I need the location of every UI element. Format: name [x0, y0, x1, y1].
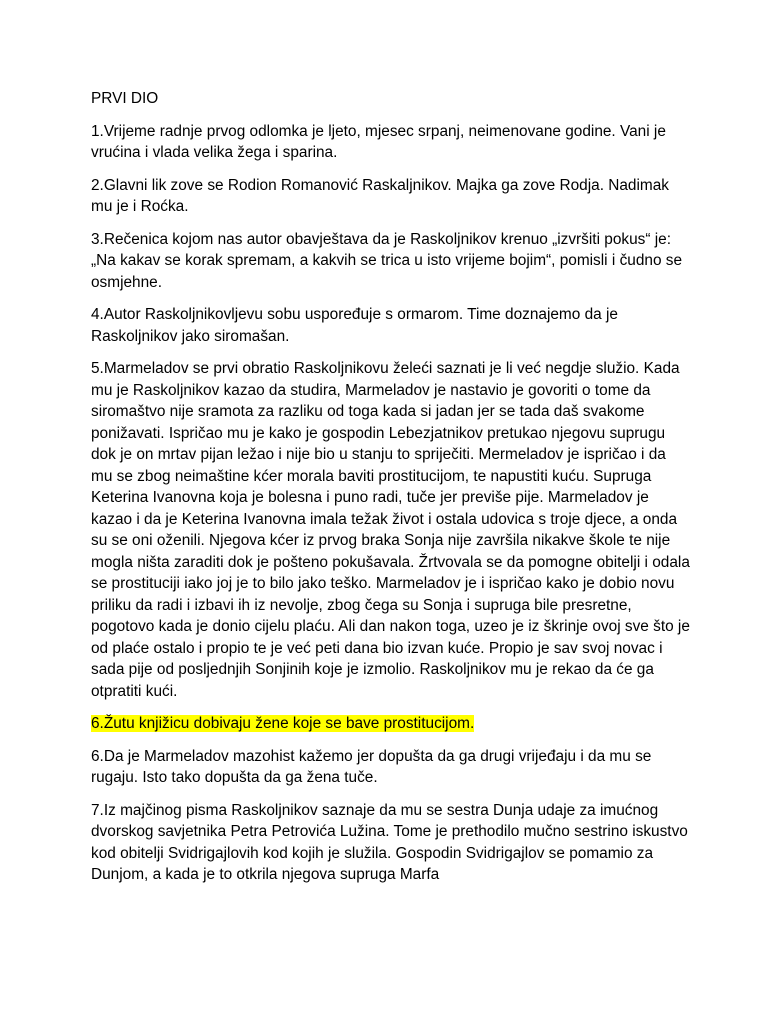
paragraph-5-text: 5.Marmeladov se prvi obratio Raskoljnikovu želeći saznati je li već negdje služio. Kada mu je Raskoljnikov kazao da studira, Marmeladov je nastavio je govoriti o tome da siromaštvo nije sramota za razliku od toga kada si jadan jer se tada daš svakome ponižavati. Ispričao mu je kako je gospodin Lebezjatnikov pretukao njegovu suprugu dok je on mrtav pijan ležao i nije bio u stanju to spriječiti. Mermeladov je ispričao i da mu se zbog neimaštine kćer morala baviti prostitucijom, te napustiti kuću. Supruga Keterina Ivanovna koja je bolesna i puno radi, tuče jer previše pije. Marmeladov je kazao i da je Keterina Ivanovna imala težak život i ostala udovica s troje djece, a onda su se oni oženili. Njegova kćer iz prvog braka Sonja nije završila nikakve škole te nije mogla ništa zaraditi dok je pošteno pokušavala. Žrtvovala se da pomogne obitelji i odala se prostituciji iako joj je to bilo jako teško. Marmeladov je i ispričao kako je dobio novu priliku da radi i izbavi ih iz nevolje, zbog čega su Sonja i supruga bile presretne, pogotovo kada je donio cijelu plaću. Ali dan nakon toga, uzeo je iz škrinje ovoj sve što je od plaće ostalo i propio te je već peti dana bio izvan kuće. Propio je sav svoj novac i sada pije od posljednjih Sonjinih koje je izmolio. Raskoljnikov mu je rekao da će ga otpratiti kući.	[91, 360, 690, 700]
paragraph-7-text: 6.Da je Marmeladov mazohist kažemo jer dopušta da ga drugi vrijeđaju i da mu se rugaju. Isto tako dopušta da ga žena tuče.	[91, 747, 652, 786]
highlighted-text: 6.Žutu knjižicu dobivaju žene koje se bave prostitucijom.	[91, 715, 475, 732]
paragraph-2	[91, 175, 691, 218]
paragraph-1	[91, 121, 691, 164]
paragraph-8	[91, 800, 691, 886]
paragraph-4	[91, 304, 691, 347]
paragraph-4-text: 4.Autor Raskoljnikovljevu sobu uspoređuje s ormarom. Time doznajemo da je Raskoljnikov jako siromašan.	[91, 306, 618, 345]
document-content	[91, 88, 691, 897]
paragraph-3	[91, 229, 691, 294]
section-heading: PRVI DIO	[91, 90, 159, 107]
paragraph-3-text: 3.Rečenica kojom nas autor obavještava da je Raskoljnikov krenuo „izvršiti pokus“ je: „Na kakav se korak spremam, a kakvih se trica u isto vrijeme bojim“, pomisli i čudno se osmjehne.	[91, 230, 683, 291]
paragraph-1-text: 1.Vrijeme radnje prvog odlomka je ljeto, mjesec srpanj, neimenovane godine. Vani je vrućina i vlada velika žega i sparina.	[91, 122, 666, 161]
paragraph-6-highlighted	[91, 713, 691, 735]
paragraph-8-text: 7.Iz majčinog pisma Raskoljnikov saznaje da mu se sestra Dunja udaje za imućnog dvorskog savjetnika Petra Petrovića Lužina. Tome je prethodilo mučno sestrino iskustvo kod obitelji Svidrigajlovih kod kojih je služila. Gospodin Svidrigajlov se pomamio za Dunjom, a kada je to otkrila njegova supruga Marfa	[91, 801, 688, 883]
paragraph-2-text: 2.Glavni lik zove se Rodion Romanović Raskaljnikov. Majka ga zove Rodja. Nadimak mu je i Roćka.	[91, 176, 669, 215]
paragraph-5	[91, 358, 691, 702]
paragraph-7	[91, 746, 691, 789]
